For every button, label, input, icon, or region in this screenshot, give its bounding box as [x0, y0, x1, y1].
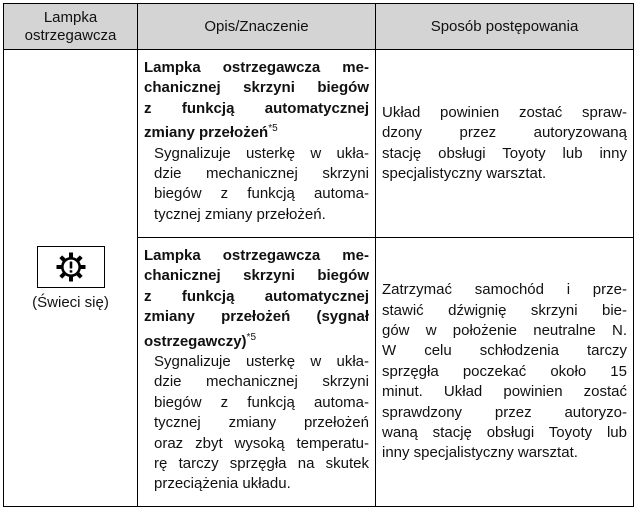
header-description: Opis/Znaczenie	[138, 4, 376, 50]
procedure-line: stację obsługi Toyoty lub inny	[382, 144, 627, 162]
procedure-line: inny specjalistyczny warsztat.	[382, 444, 578, 462]
body-line: biegów z funkcją automa-	[154, 393, 369, 411]
description-cell	[138, 50, 376, 238]
procedure-line: waną stację obsługi Toyoty lub	[382, 424, 627, 442]
procedure-line: stawić dźwignię skrzyni bie-	[382, 301, 627, 319]
description-title	[144, 58, 369, 144]
header-warning-light-line2: ostrzegawcza	[24, 26, 117, 44]
procedure-cell	[376, 50, 634, 238]
header-row	[4, 4, 634, 50]
description-cell	[138, 238, 376, 507]
procedure-line: Zatrzymać samochód i prze-	[382, 281, 627, 299]
title-line: z funkcją automatycznej	[144, 99, 369, 117]
table-row	[4, 50, 634, 238]
header-procedure: Sposób postępowania	[376, 4, 634, 50]
description-body	[144, 144, 369, 226]
body-line: przeciążenia układu.	[154, 475, 291, 493]
title-line: chanicznej skrzyni biegów	[144, 79, 369, 97]
procedure-line: sprawdzony przez autoryzo-	[382, 403, 627, 421]
title-line: zmiany przełożeń (sygnał	[144, 308, 369, 326]
title-line: chanicznej skrzyni biegów	[144, 267, 369, 285]
body-line: biegów z funkcją automa-	[154, 185, 369, 203]
title-line-text: zmiany przełożeń	[144, 124, 269, 142]
title-line	[144, 119, 369, 143]
description-title	[144, 246, 369, 352]
warning-light-table	[3, 3, 634, 507]
title-line: Lampka ostrzegawcza me-	[144, 247, 369, 264]
footnote-marker: *5	[268, 123, 278, 135]
procedure-line: sprzęgła poczekać około 15	[382, 362, 627, 380]
procedure-line: specjalistyczny warsztat.	[382, 164, 547, 182]
icon-frame	[37, 246, 105, 288]
footnote-marker: *5	[246, 331, 256, 343]
procedure-line: minut. Układ powinien zostać	[382, 383, 627, 401]
body-line: rę tarczy sprzęgła na skutek	[154, 455, 369, 473]
procedure-line: gów w położenie neutralne N.	[382, 321, 627, 339]
title-line-text: ostrzegawczy)	[144, 332, 247, 350]
body-line: dzie mechanicznej skrzyni	[154, 373, 369, 391]
header-warning-light	[4, 4, 138, 50]
title-line: z funkcją automatycznej	[144, 287, 369, 305]
body-line: oraz zbyt wysoką temperatu-	[154, 434, 369, 452]
title-line: Lampka ostrzegawcza me-	[144, 59, 369, 76]
procedure-line: dzony przez autoryzowaną	[382, 124, 627, 142]
procedure-cell	[376, 238, 634, 507]
body-line: tycznej zmiany przełożeń.	[154, 205, 326, 223]
lamp-status: (Świeci się)	[32, 293, 109, 311]
body-line: Sygnalizuje usterkę w ukła-	[154, 353, 369, 371]
warning-lamp-cell	[4, 50, 138, 507]
header-warning-light-line1: Lampka	[43, 8, 98, 26]
procedure-line: Układ powinien zostać spraw-	[382, 103, 627, 121]
description-body	[144, 352, 369, 495]
title-line	[144, 328, 369, 352]
body-line: dzie mechanicznej skrzyni	[154, 165, 369, 183]
body-line: Sygnalizuje usterkę w ukła-	[154, 144, 369, 162]
body-line: tycznej zmiany przełożeń	[154, 414, 369, 432]
procedure-line: W celu schłodzenia tarczy	[382, 342, 627, 360]
gear-exclamation-icon	[56, 252, 86, 282]
